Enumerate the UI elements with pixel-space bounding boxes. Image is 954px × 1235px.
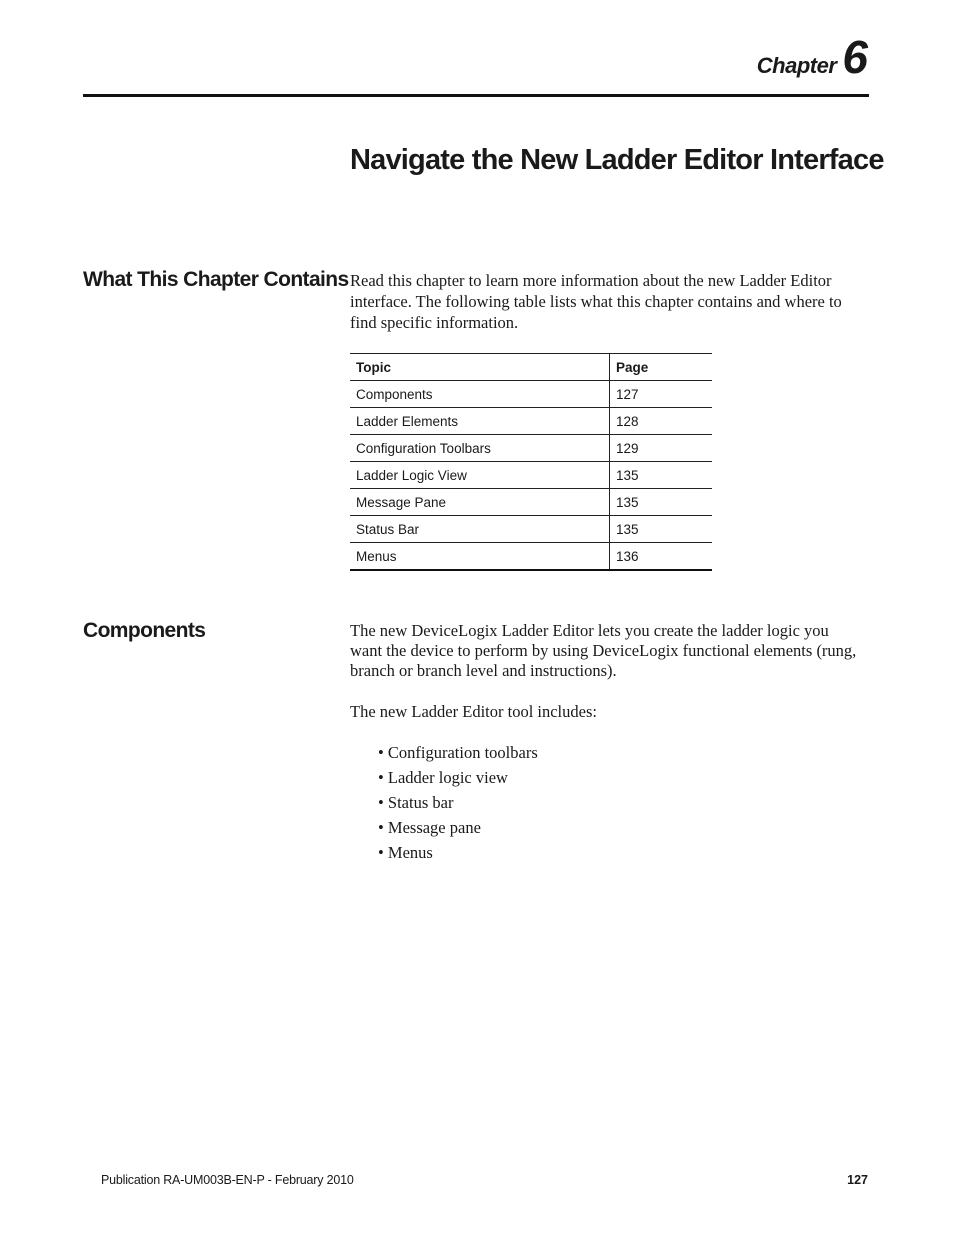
footer-publication: Publication RA-UM003B-EN-P - February 2010 [101, 1173, 354, 1187]
page-cell: 135 [610, 462, 713, 489]
table-header-row [350, 354, 712, 381]
topic-cell: Ladder Elements [350, 408, 610, 435]
page-cell: 135 [610, 516, 713, 543]
table-row [350, 435, 712, 462]
table-row [350, 462, 712, 489]
page-title: Navigate the New Ladder Editor Interface [350, 144, 884, 176]
components-bullet-list [378, 740, 538, 865]
page-cell: 128 [610, 408, 713, 435]
components-paragraph: The new DeviceLogix Ladder Editor lets you create the ladder logic you want the device to perform by using DeviceLogix functional elements (rung, branch or branch level and instructions). [350, 621, 857, 680]
section-heading-contains: What This Chapter Contains [83, 268, 349, 291]
list-item: • Menus [378, 843, 433, 862]
list-item: • Status bar [378, 793, 454, 812]
topic-table [350, 353, 712, 571]
chapter-number: 6 [842, 31, 868, 83]
table-row [350, 381, 712, 408]
footer-page-number: 127 [847, 1173, 868, 1187]
table-row [350, 516, 712, 543]
chapter-divider [83, 94, 869, 97]
page-cell: 127 [610, 381, 713, 408]
contains-intro: Read this chapter to learn more information about the new Ladder Editor interface. The following table lists what this chapter contains and where to find specific information. [350, 271, 842, 332]
column-header-topic: Topic [350, 354, 610, 381]
list-item: • Message pane [378, 818, 481, 837]
components-includes: The new Ladder Editor tool includes: [350, 702, 597, 721]
chapter-header [757, 30, 868, 84]
table-row [350, 489, 712, 516]
page-cell: 129 [610, 435, 713, 462]
chapter-label: Chapter [756, 53, 837, 78]
topic-cell: Status Bar [350, 516, 610, 543]
topic-cell: Components [350, 381, 610, 408]
topic-cell: Message Pane [350, 489, 610, 516]
topic-cell: Menus [350, 543, 610, 571]
topic-cell: Configuration Toolbars [350, 435, 610, 462]
page-cell: 136 [610, 543, 713, 571]
list-item: • Ladder logic view [378, 768, 508, 787]
column-header-page: Page [610, 354, 713, 381]
table-row [350, 543, 712, 571]
page-cell: 135 [610, 489, 713, 516]
list-item: • Configuration toolbars [378, 743, 538, 762]
table-row [350, 408, 712, 435]
section-heading-components: Components [83, 619, 206, 642]
topic-cell: Ladder Logic View [350, 462, 610, 489]
